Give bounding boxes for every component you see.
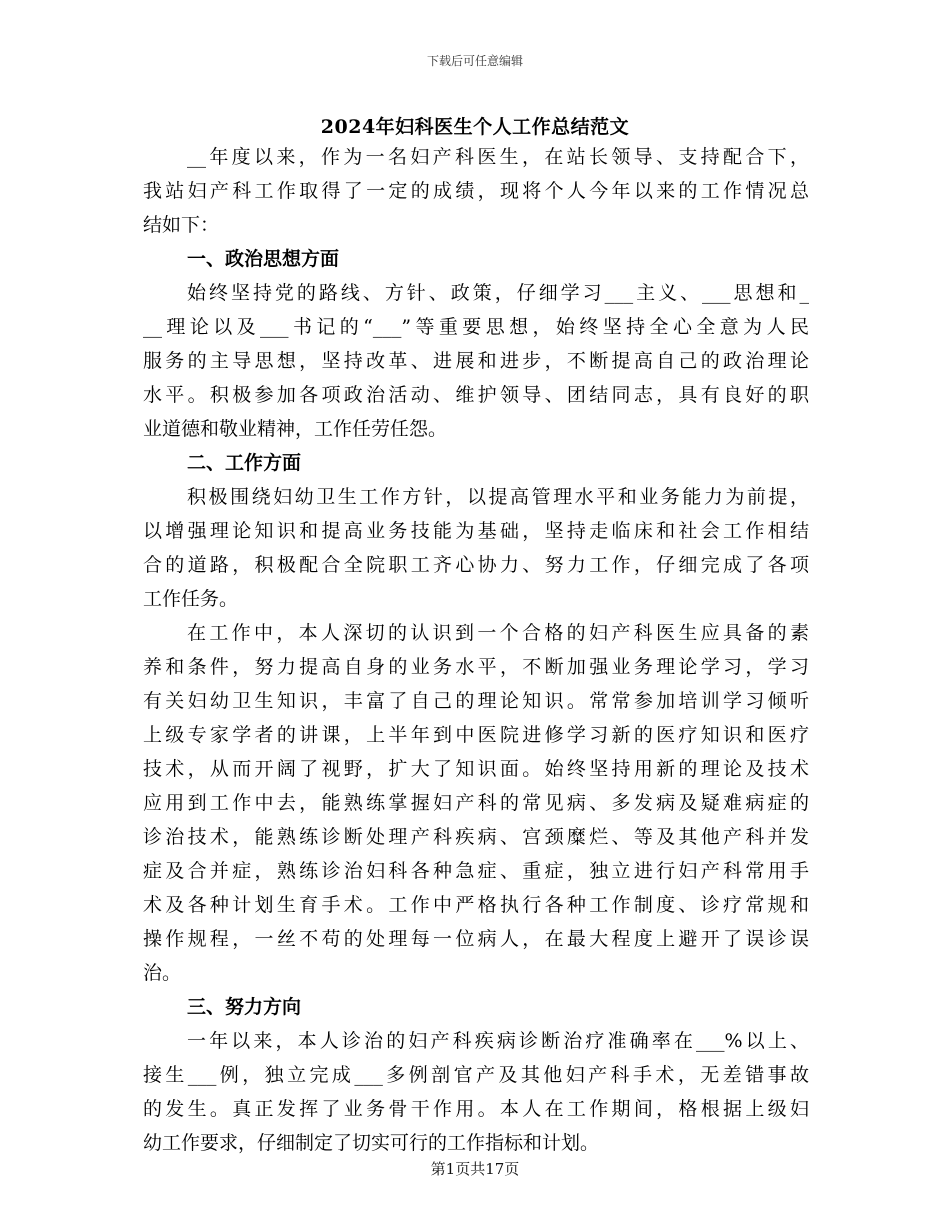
paragraph-line: 工作任务。: [143, 588, 239, 610]
paragraph-line: 的发生。真正发挥了业务骨干作用。本人在工作期间，格根据上级妇: [143, 1098, 809, 1120]
document-title: 2024年妇科医生个人工作总结范文: [320, 116, 630, 138]
document-body: [143, 140, 809, 1160]
paragraph-line: 业道德和敬业精神，工作任劳任怨。: [143, 418, 448, 440]
paragraph-line: 症及合并症，熟练诊治妇科各种急症、重症，独立进行妇产科常用手: [143, 860, 809, 882]
paragraph-line: 应用到工作中去，能熟练掌握妇产科的常见病、多发病及疑难病症的: [143, 792, 809, 814]
paragraph-line: 服务的主导思想，坚持改革、进展和进步，不断提高自己的政治理论: [143, 350, 809, 372]
page-footer: 第1页共17页: [430, 1160, 520, 1178]
paragraph-line: 始终坚持党的路线、方针、政策，仔细学习___主义、___思想和_: [187, 282, 809, 304]
paragraph-line: 有关妇幼卫生知识，丰富了自己的理论知识。常常参加培训学习倾听: [143, 690, 809, 712]
paragraph-line: 积极围绕妇幼卫生工作方针，以提高管理水平和业务能力为前提，: [187, 486, 809, 508]
paragraph-line: 诊治技术，能熟练诊断处理产科疾病、宫颈糜烂、等及其他产科并发: [143, 826, 809, 848]
paragraph-line: 术及各种计划生育手术。工作中严格执行各种工作制度、诊疗常规和: [143, 894, 809, 916]
section-heading: 一、政治思想方面: [187, 248, 340, 270]
paragraph-line: 在工作中，本人深切的认识到一个合格的妇产科医生应具备的素: [187, 622, 809, 644]
paragraph-line: 以增强理论知识和提高业务技能为基础，坚持走临床和社会工作相结: [143, 520, 809, 542]
header-note: 下载后可任意编辑: [426, 54, 523, 68]
paragraph-line: 幼工作要求，仔细制定了切实可行的工作指标和计划。: [143, 1132, 600, 1154]
paragraph-line: __年度以来，作为一名妇产科医生，在站长领导、支持配合下，: [187, 146, 809, 168]
section-heading: 二、工作方面: [187, 452, 302, 474]
paragraph-line: 我站妇产科工作取得了一定的成绩，现将个人今年以来的工作情况总: [143, 180, 809, 202]
paragraph-line: 结如下：: [143, 214, 220, 236]
paragraph-line: 治。: [143, 962, 182, 984]
paragraph-line: 水平。积极参加各项政治活动、维护领导、团结同志，具有良好的职: [143, 384, 809, 406]
paragraph-line: 接生___例，独立完成___多例剖官产及其他妇产科手术，无差错事故: [143, 1064, 809, 1086]
paragraph-line: 一年以来，本人诊治的妇产科疾病诊断治疗准确率在___%以上、: [187, 1030, 809, 1052]
paragraph-line: 合的道路，积极配合全院职工齐心协力、努力工作，仔细完成了各项: [143, 554, 809, 576]
paragraph-line: 技术，从而开阔了视野，扩大了知识面。始终坚持用新的理论及技术: [143, 758, 809, 780]
paragraph-line: __理论以及___书记的“___”等重要思想，始终坚持全心全意为人民: [143, 316, 809, 338]
paragraph-line: 养和条件，努力提高自身的业务水平，不断加强业务理论学习，学习: [143, 656, 809, 678]
paragraph-line: 上级专家学者的讲课，上半年到中医院进修学习新的医疗知识和医疗: [143, 724, 809, 746]
paragraph-line: 操作规程，一丝不苟的处理每一位病人，在最大程度上避开了误诊误: [143, 928, 809, 950]
section-heading: 三、努力方向: [187, 996, 302, 1018]
